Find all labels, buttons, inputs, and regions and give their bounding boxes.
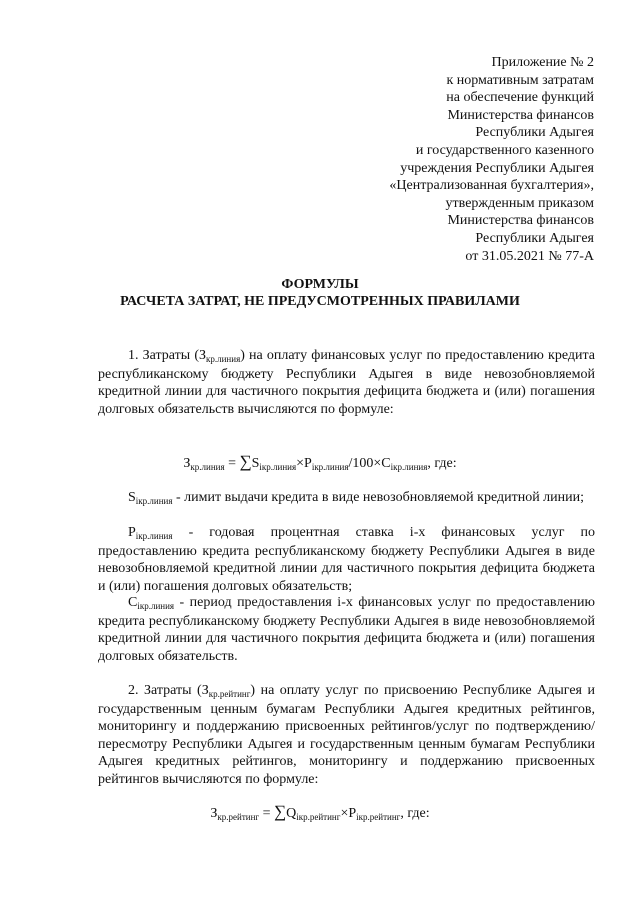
section2-formula xyxy=(0,802,640,822)
f2-q: Q xyxy=(286,806,297,821)
def-p-sub: iкр.линия xyxy=(135,531,173,541)
appendix-line: учреждения Республики Адыгея xyxy=(400,160,594,176)
f1-sum: ∑ xyxy=(239,452,252,471)
f2-p-sub: iкр.рейтинг xyxy=(356,812,401,822)
f2-z-sub: кр.рейтинг xyxy=(217,812,260,822)
definition-c xyxy=(98,594,595,665)
appendix-header xyxy=(389,54,594,265)
f1-z-sub: кр.линия xyxy=(190,462,225,472)
f2-z: З xyxy=(210,806,218,821)
document-title xyxy=(0,276,640,310)
def-c-symbol: C xyxy=(128,595,138,610)
f2-q-sub: iкр.рейтинг xyxy=(296,812,341,822)
appendix-line: Министерства финансов xyxy=(447,213,594,229)
appendix-line: Республики Адыгея xyxy=(475,125,594,141)
f2-sum: ∑ xyxy=(274,802,287,821)
section2-lead: 2. Затраты (З xyxy=(128,683,209,698)
f2-times-p: ×P xyxy=(340,806,357,821)
def-s-text: - лимит выдачи кредита в виде невозобновляемой кредитной линии; xyxy=(172,490,585,505)
appendix-line: на обеспечение функций xyxy=(446,90,594,106)
f1-z: З xyxy=(183,456,191,471)
f2-eq: = xyxy=(259,806,274,821)
f1-div: /100×C xyxy=(348,456,391,471)
appendix-line: «Централизованная бухгалтерия», xyxy=(389,178,594,194)
def-p-symbol: P xyxy=(128,525,136,540)
title-line-1: ФОРМУЛЫ xyxy=(281,277,359,292)
section1-lead: 1. Затраты (З xyxy=(128,348,206,363)
appendix-line: Приложение № 2 xyxy=(491,55,594,70)
def-s-sub: iкр.линия xyxy=(135,496,173,506)
f1-tail: , где: xyxy=(427,456,457,471)
title-line-2: РАСЧЕТА ЗАТРАТ, НЕ ПРЕДУСМОТРЕННЫХ ПРАВИЛАМИ xyxy=(120,294,520,309)
appendix-line: от 31.05.2021 № 77-А xyxy=(465,248,594,264)
section2-lead-sub: кр.рейтинг xyxy=(208,689,251,699)
def-c-sub: iкр.линия xyxy=(137,601,175,611)
f1-c-sub: iкр.линия xyxy=(390,462,428,472)
f1-eq: = xyxy=(224,456,240,471)
definition-s xyxy=(98,489,595,508)
f2-tail: , где: xyxy=(400,806,430,821)
definition-p xyxy=(98,524,595,595)
def-c-text: - период предоставления i-х финансовых услуг по предоставлению кредита республиканскому бюджету Республики Адыгея в виде невозобновляемой кредитной линии для частичного покрытия дефицита бюджета и (или) погашения долговых обязательств. xyxy=(98,595,595,664)
section2-paragraph xyxy=(98,682,595,788)
section1-paragraph xyxy=(98,347,595,418)
section1-formula xyxy=(0,452,640,472)
appendix-line: к нормативным затратам xyxy=(446,72,594,88)
appendix-line: утвержденным приказом xyxy=(445,195,594,211)
f1-p-sub: iкр.линия xyxy=(311,462,349,472)
def-p-text: - годовая процентная ставка i-х финансовых услуг по предоставлению кредита республиканскому бюджету Республики Адыгея в виде невозобновляемой кредитной линии для частичного покрытия дефицита бюджета и (или) погашения долговых обязательств; xyxy=(98,525,595,594)
section1-lead-sub: кр.линия xyxy=(206,354,241,364)
section2-text: ) на оплату услуг по присвоению Республике Адыгея и государственным ценным бумагам Республики Адыгея кредитных рейтингов, мониторингу и поддержанию присвоенных рейтингов/услуг по подтверждению/пересмотру Республики Адыгея и государственным ценным бумагам Республики Адыгея кредитных рейтингов, мониторингу и поддержанию присвоенных рейтингов вычисляются по формуле: xyxy=(98,683,595,787)
def-s-symbol: S xyxy=(128,490,136,505)
f1-s: S xyxy=(251,456,260,471)
section1-text: ) на оплату финансовых услуг по предоставлению кредита республиканскому бюджету Республики Адыгея в виде невозобновляемой кредитной линии для частичного покрытия дефицита бюджета и (или) погашения долговых обязательств вычисляются по формуле: xyxy=(98,348,595,417)
appendix-line: и государственного казенного xyxy=(415,142,594,158)
f1-s-sub: iкр.линия xyxy=(259,462,297,472)
appendix-line: Министерства финансов xyxy=(447,107,594,123)
f1-times-p: ×P xyxy=(296,456,312,471)
appendix-line: Республики Адыгея xyxy=(475,230,594,246)
